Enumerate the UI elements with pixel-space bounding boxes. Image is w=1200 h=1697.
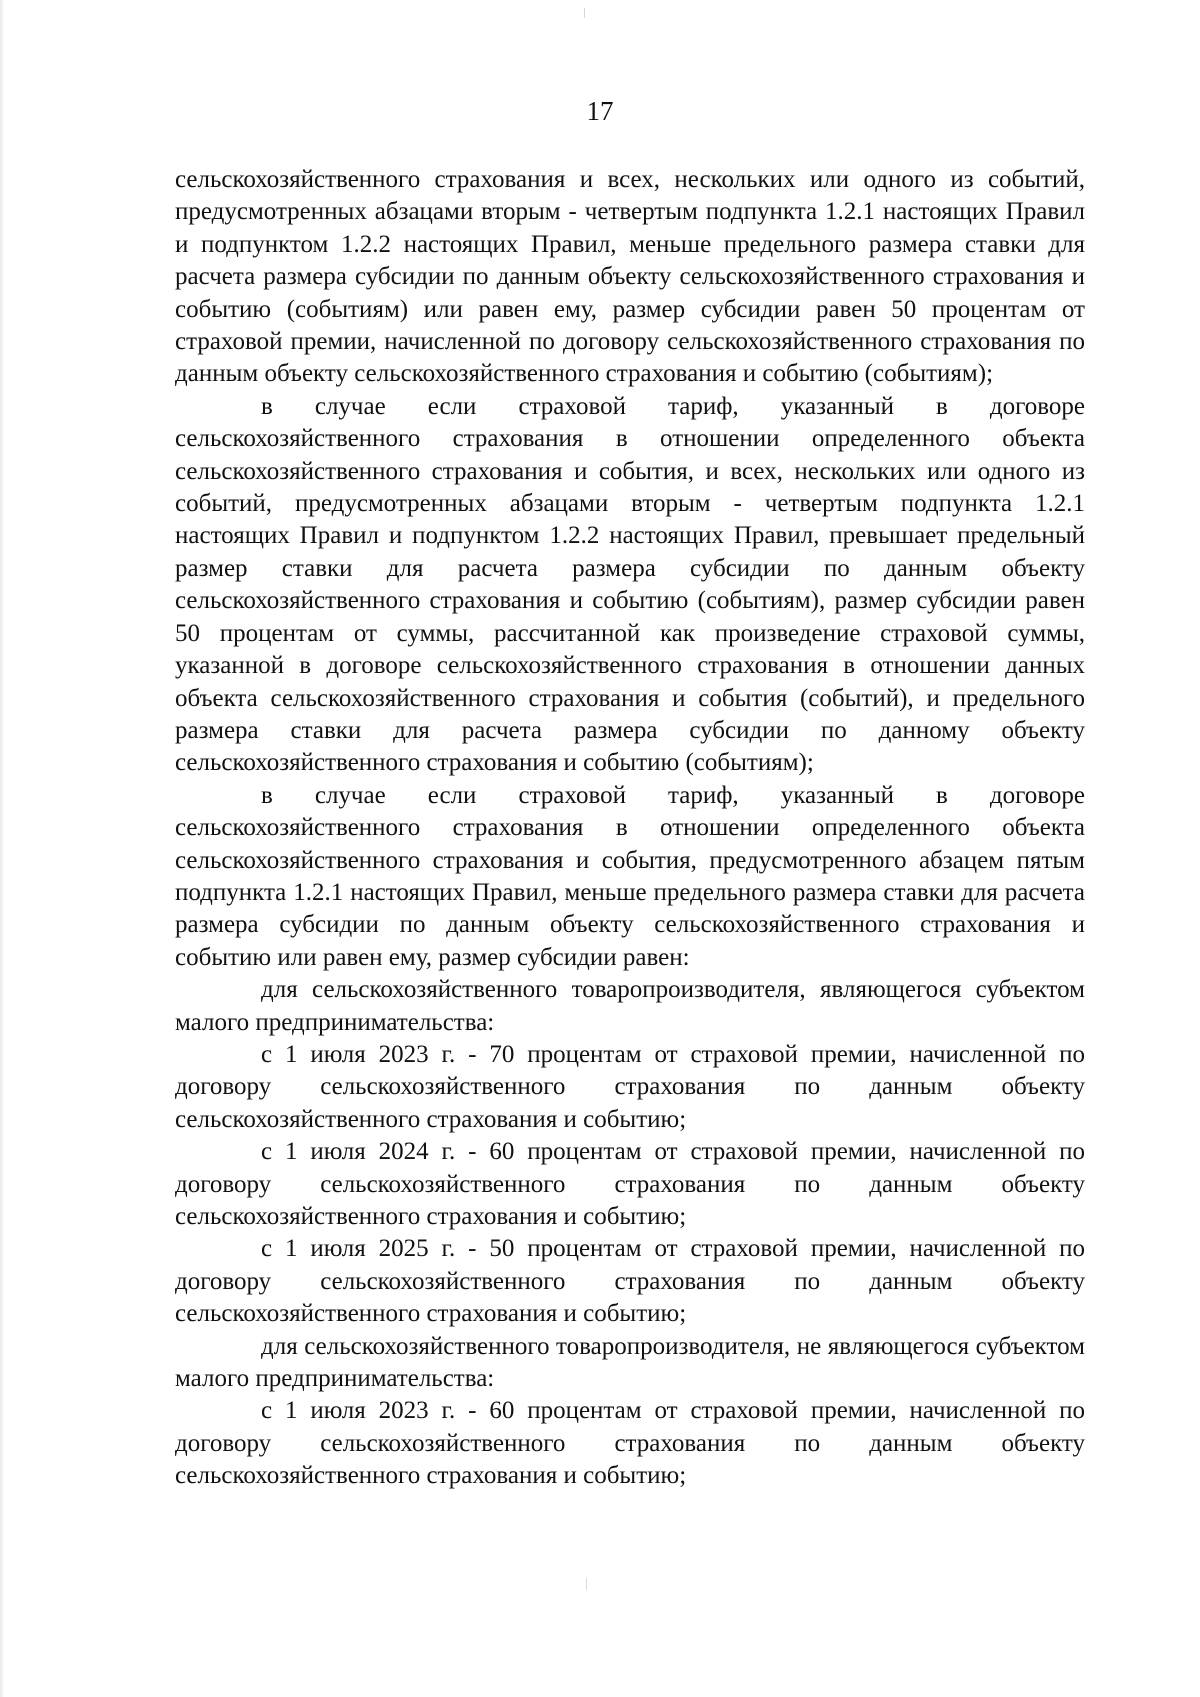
paragraph-non-small-business: для сельскохозяйственного товаропроизводителя, не являющегося субъектом малого предпринимательства: [175, 1332, 1085, 1393]
page-number: 17 [586, 96, 614, 126]
scan-artifact [586, 1578, 587, 1590]
document-body [175, 164, 1085, 1493]
scan-artifact [584, 8, 585, 18]
paragraph-small-business-2024: с 1 июля 2024 г. - 60 процентам от страховой премии, начисленной по договору сельскохозяйственного страхования по данным объекту сельскохозяйственного страхования и событию; [175, 1138, 1085, 1230]
paragraph-small-business-2023: с 1 июля 2023 г. - 70 процентам от страховой премии, начисленной по договору сельскохозяйственного страхования по данным объекту сельскохозяйственного страхования и событию; [175, 1040, 1085, 1133]
paragraph-tariff-below-fifth-event: в случае если страховой тариф, указанный в договоре сельскохозяйственного страхования в отношении определенного объекта сельскохозяйственного страхования и события, предусмотренного абзацем пятым подпункта 1.2.1 настоящих Правил, меньше предельного размера ставки для расчета размера субсидии по данным объекту сельскохозяйственного страхования и событию или равен ему, размер субсидии равен: [175, 781, 1085, 971]
paragraph-small-business-2025: с 1 июля 2025 г. - 50 процентам от страховой премии, начисленной по договору сельскохозяйственного страхования по данным объекту сельскохозяйственного страхования и событию; [175, 1235, 1085, 1328]
paragraph-tariff-exceeds: в случае если страховой тариф, указанный в договоре сельскохозяйственного страхования в отношении определенного объекта сельскохозяйственного страхования и события, и всех, нескольких или одного из событий, предусмотренных абзацами вторым - четвертым подпункта 1.2.1 настоящих Правил и подпунктом 1.2.2 настоящих Правил, превышает предельный размер ставки для расчета размера субсидии по данным объекту сельскохозяйственного страхования и событию (событиям), размер субсидии равен 50 процентам от суммы, рассчитанной как произведение страховой суммы, указанной в договоре сельскохозяйственного страхования в отношении данных объекта сельскохозяйственного страхования и события (событий), и предельного размера ставки для расчета размера субсидии по данному объекту сельскохозяйственного страхования и событию (событиям); [175, 392, 1085, 777]
paragraph-continuation: сельскохозяйственного страхования и всех, нескольких или одного из событий, предусмотренных абзацами вторым - четвертым подпункта 1.2.1 настоящих Правил и подпунктом 1.2.2 настоящих Правил, меньше предельного размера ставки для расчета размера субсидии по данным объекту сельскохозяйственного страхования и событию (событиям) или равен ему, размер субсидии равен 50 процентам от страховой премии, начисленной по договору сельскохозяйственного страхования по данным объекту сельскохозяйственного страхования и событию (событиям); [175, 166, 1085, 388]
scan-edge-shadow [0, 0, 4, 1697]
paragraph-non-small-business-2023: с 1 июля 2023 г. - 60 процентам от страховой премии, начисленной по договору сельскохозяйственного страхования по данным объекту сельскохозяйственного страхования и событию; [175, 1397, 1085, 1490]
paragraph-small-business: для сельскохозяйственного товаропроизводителя, являющегося субъектом малого предпринимательства: [175, 976, 1085, 1036]
